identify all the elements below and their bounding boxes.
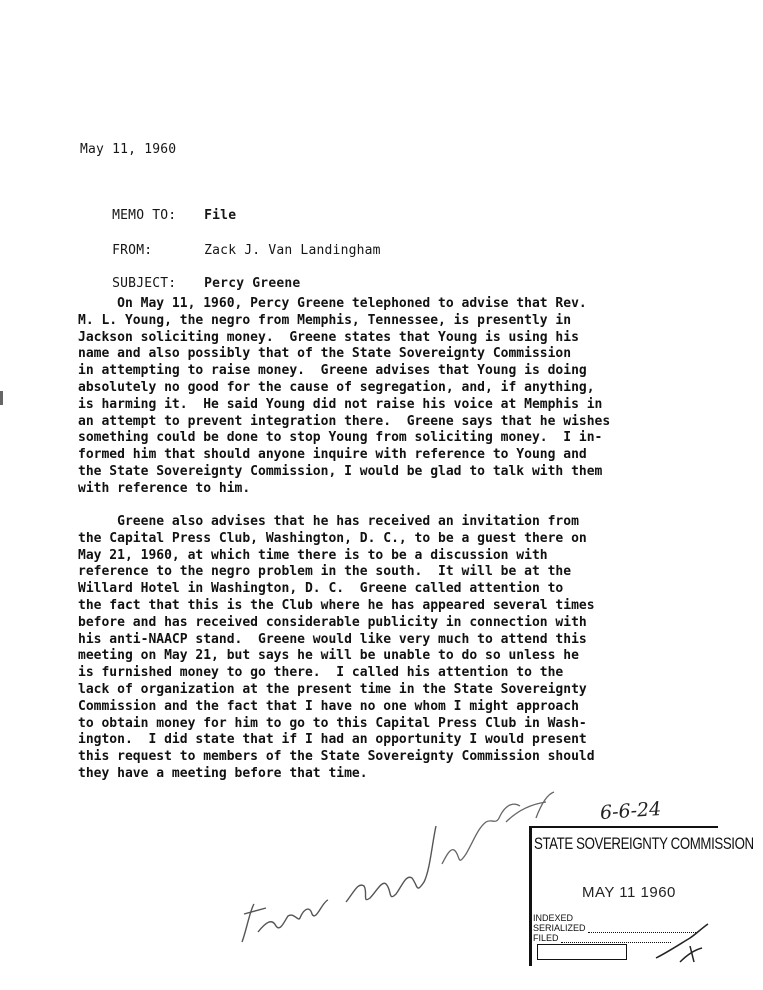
memo-paragraph-2 — [78, 514, 698, 783]
paragraph-line: an attempt to prevent integration there. Greene says that he wishes — [78, 413, 611, 429]
memo-to-value: File — [204, 208, 237, 223]
stamp-scribble — [650, 918, 714, 966]
paragraph-line: May 21, 1960, at which time there is to be a discussion with — [78, 547, 548, 563]
stamp-field-label: INDEXED — [533, 913, 574, 923]
paragraph-line: ington. I did state that if I had an opportunity I would present — [78, 732, 587, 748]
paragraph-line: in attempting to raise money. Greene advises that Young is doing — [78, 363, 587, 379]
stamp-box — [537, 944, 627, 960]
from-label: FROM: — [112, 243, 153, 258]
paragraph-line: his anti-NAACP stand. Greene would like very much to attend this — [78, 631, 587, 647]
paragraph-line: they have a meeting before that time. — [78, 765, 368, 781]
paragraph-line: On May 11, 1960, Percy Greene telephoned to advise that Rev. — [78, 296, 587, 311]
paragraph-line: the State Sovereignty Commission, I would be glad to talk with them — [78, 463, 603, 479]
paragraph-line: Willard Hotel in Washington, D. C. Greene called attention to — [78, 581, 564, 597]
paragraph-line: absolutely no good for the cause of segregation, and, if anything, — [78, 379, 595, 395]
stamp-field-label: FILED — [533, 933, 559, 943]
paragraph-line: before and has received considerable publicity in connection with — [78, 614, 587, 630]
paragraph-line: reference to the negro problem in the south. It will be at the — [78, 564, 572, 580]
margin-mark — [0, 391, 3, 405]
paragraph-line: Commission and the fact that I have no one whom I might approach — [78, 698, 579, 714]
paragraph-line: Greene also advises that he has received an invitation from — [78, 514, 579, 529]
paragraph-line: to obtain money for him to go to this Capital Press Club in Wash- — [78, 715, 587, 731]
paragraph-line: lack of organization at the present time in the State Sovereignty — [78, 681, 587, 697]
paragraph-line: this request to members of the State Sovereignty Commission should — [78, 749, 595, 765]
paragraph-line: the Capital Press Club, Washington, D. C., to be a guest there on — [78, 530, 587, 546]
subject-label: SUBJECT: — [112, 276, 177, 291]
paragraph-line: is harming it. He said Young did not raise his voice at Memphis in — [78, 396, 603, 412]
memo-date: May 11, 1960 — [80, 142, 177, 157]
handwritten-file-number: 6-6-24 — [599, 797, 662, 825]
paragraph-line: meeting on May 21, but says he will be unable to do so unless he — [78, 648, 579, 664]
stamp-date: MAY 11 1960 — [582, 884, 676, 901]
paragraph-line: is furnished money to go there. I called his attention to the — [78, 665, 564, 681]
paragraph-line: name and also possibly that of the State Sovereignty Commission — [78, 346, 572, 362]
from-value: Zack J. Van Landingham — [204, 243, 381, 258]
paragraph-line: formed him that should anyone inquire with reference to Young and — [78, 447, 587, 463]
paragraph-line: Jackson soliciting money. Greene states that Young is using his — [78, 329, 579, 345]
paragraph-line: something could be done to stop Young from soliciting money. I in- — [78, 430, 603, 446]
stamp-field-label: SERIALIZED — [533, 923, 586, 933]
subject-value: Percy Greene — [204, 276, 301, 291]
paragraph-line: M. L. Young, the negro from Memphis, Tennessee, is presently in — [78, 312, 572, 328]
paragraph-line: with reference to him. — [78, 480, 251, 496]
memo-paragraph-1 — [78, 296, 698, 498]
memo-to-label: MEMO TO: — [112, 208, 177, 223]
stamp-title: STATE SOVEREIGNTY COMMISSION — [534, 834, 754, 853]
paragraph-line: the fact that this is the Club where he has appeared several times — [78, 597, 595, 613]
